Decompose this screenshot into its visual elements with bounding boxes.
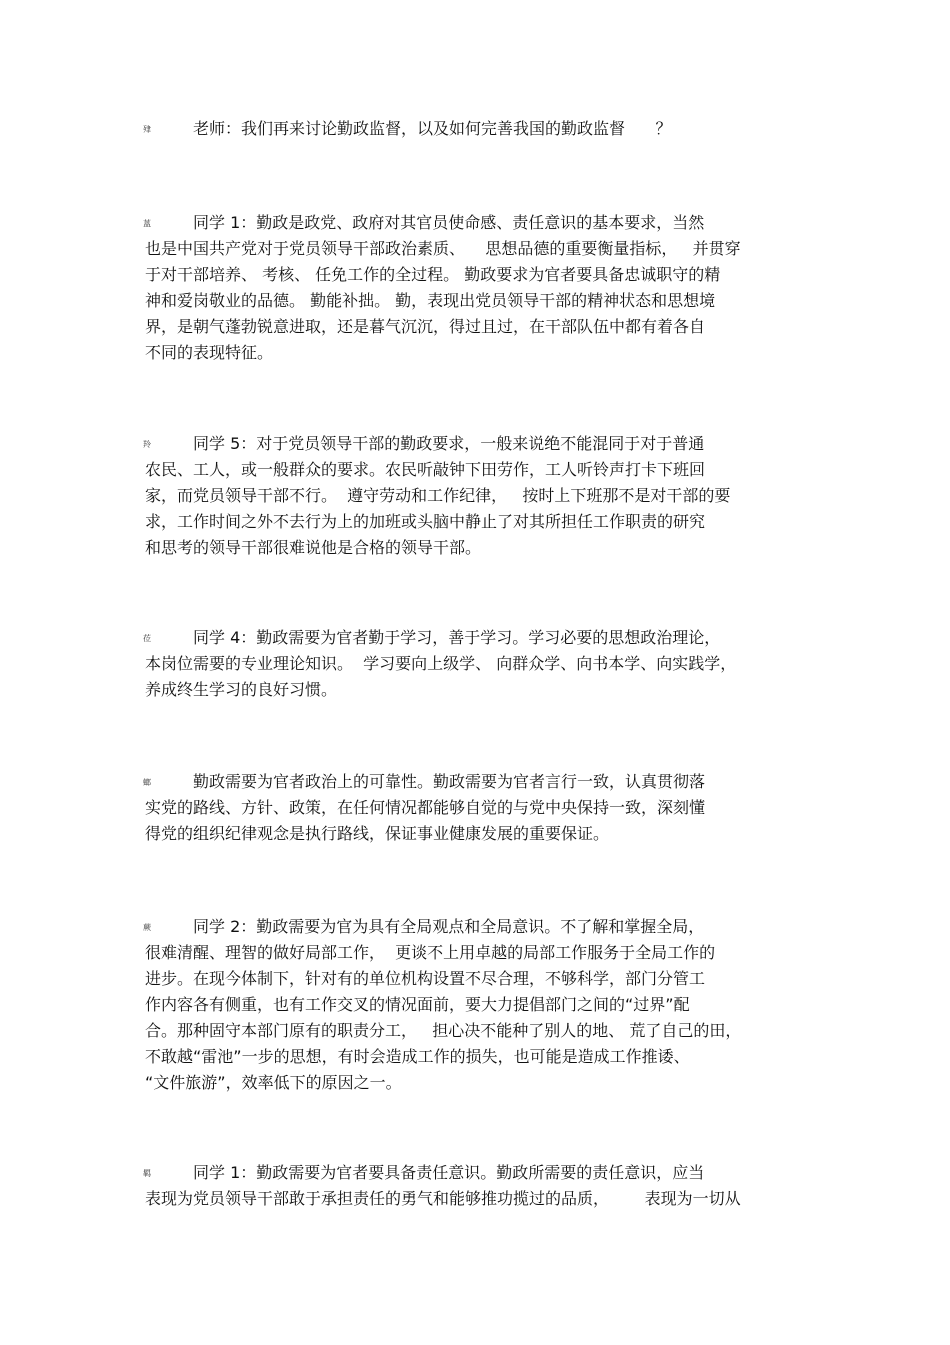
paragraph-line: 界，是朝气蓬勃锐意进取，还是暮气沉沉，得过且过，在干部队伍中都有着各自 <box>145 317 706 336</box>
paragraph-line: 很难清醒、理智的做好局部工作， 更谈不上用卓越的局部工作服务于全局工作的 <box>145 943 716 962</box>
paragraph-line: 同学 1：勤政是政党、政府对其官员使命感、责任意识的基本要求，当然 <box>193 213 705 232</box>
paragraph-marker: 蒕 <box>143 219 151 228</box>
paragraph-line: 本岗位需要的专业理论知识。 学习要向上级学、 向群众学、向书本学、向实践学， <box>145 654 737 673</box>
paragraph-line: 和思考的领导干部很难说他是合格的领导干部。 <box>145 538 482 557</box>
paragraph-line: 老师：我们再来讨论勤政监督，以及如何完善我国的勤政监督 ？ <box>193 119 672 138</box>
paragraph-line: 农民、工人，或一般群众的要求。农民听敲钟下田劳作，工人听铃声打卡下班回 <box>145 460 706 479</box>
paragraph-line: 家，而党员领导干部不行。 遵守劳动和工作纪律， 按时上下班那不是对干部的要 <box>145 486 731 505</box>
paragraph-line: 同学 5：对于党员领导干部的勤政要求，一般来说绝不能混同于对于普通 <box>193 434 705 453</box>
paragraph-line: 于对干部培养、 考核、 任免工作的全过程。 勤政要求为官者要具备忠诚职守的精 <box>145 265 721 284</box>
paragraph-marker: 螂 <box>143 778 151 787</box>
paragraph-line: 同学 2：勤政需要为官为具有全局观点和全局意识。不了解和掌握全局， <box>193 917 705 936</box>
paragraph-marker: 蕨 <box>143 923 151 932</box>
paragraph-line: 神和爱岗敬业的品德。 勤能补拙。 勤，表现出党员领导干部的精神状态和思想境 <box>145 291 716 310</box>
paragraph-marker: 羁 <box>143 1169 151 1178</box>
paragraph-marker: 莅 <box>143 634 151 643</box>
paragraph-line: 合。那种固守本部门原有的职责分工， 担心决不能种了别人的地、 荒了自己的田， <box>145 1021 742 1040</box>
paragraph-line: 作内容各有侧重，也有工作交叉的情况面前，要大力提倡部门之间的“过界”配 <box>145 995 690 1014</box>
paragraph-line: 养成终生学习的良好习惯。 <box>145 680 338 699</box>
paragraph-line: 得党的组织纪律观念是执行路线，保证事业健康发展的重要保证。 <box>145 824 610 843</box>
paragraph-line: 也是中国共产党对于党员领导干部政治素质、 思想品德的重要衡量指标， 并贯穿 <box>145 239 741 258</box>
paragraph-line: 勤政需要为官者政治上的可靠性。勤政需要为官者言行一致，认真贯彻落 <box>193 772 706 791</box>
paragraph-line: 求，工作时间之外不去行为上的加班或头脑中静止了对其所担任工作职责的研究 <box>145 512 706 531</box>
paragraph-line: 同学 4：勤政需要为官者勤于学习，善于学习。学习必要的思想政治理论， <box>193 628 721 647</box>
paragraph-line: 进步。在现今体制下，针对有的单位机构设置不尽合理，不够科学，部门分管工 <box>145 969 706 988</box>
paragraph-line: 表现为党员领导干部敢于承担责任的勇气和能够推功揽过的品质， 表现为一切从 <box>145 1189 741 1208</box>
paragraph-line: 同学 1：勤政需要为官者要具备责任意识。勤政所需要的责任意识，应当 <box>193 1163 705 1182</box>
paragraph-line: 不敢越“雷池”一步的思想，有时会造成工作的损失，也可能是造成工作推诿、 <box>145 1047 690 1066</box>
paragraph-marker: 羚 <box>143 440 151 449</box>
paragraph-line: 不同的表现特征。 <box>145 343 274 362</box>
paragraph-line: 实党的路线、方针、政策，在任何情况都能够自觉的与党中央保持一致，深刻懂 <box>145 798 706 817</box>
paragraph-line: “文件旅游”，效率低下的原因之一。 <box>145 1073 402 1092</box>
paragraph-marker: 肂 <box>143 125 151 134</box>
